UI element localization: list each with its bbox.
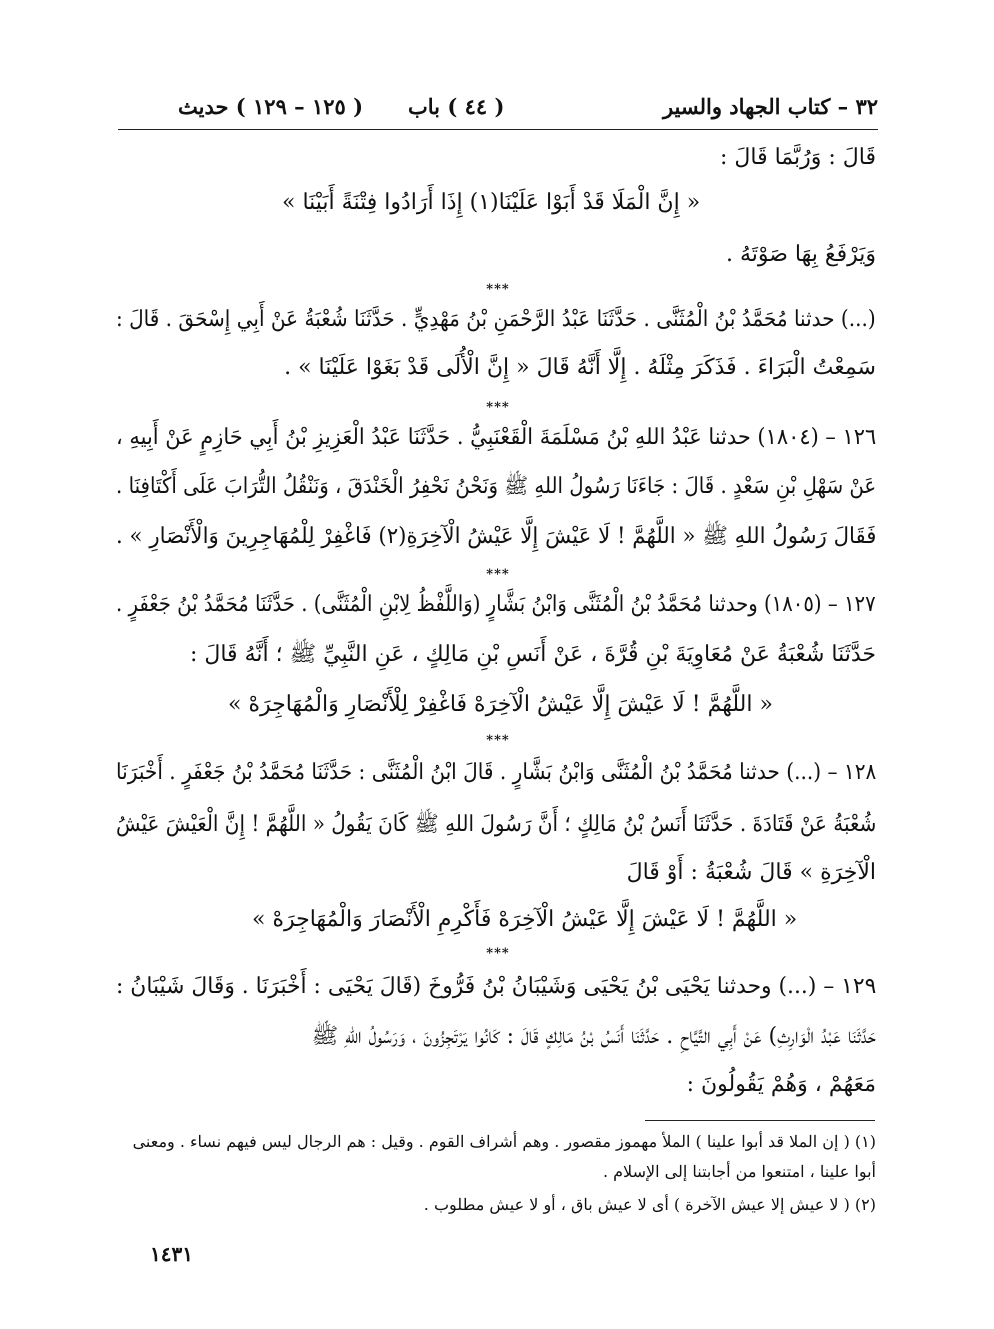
header-hadith-range: ( ١٢٥ – ١٢٩ ) حديث	[178, 94, 364, 119]
page-header	[118, 92, 878, 126]
text-line: عَنْ سَهْلِ بْنِ سَعْدٍ . قَالَ : جَاءَنَا رَسُولُ اللهِ ﷺ وَنَحْنُ نَحْفِرُ الْخَنْدَقَ ، وَنَنْقُلُ التُّرَابَ عَلَى أَكْتَافِنَا .	[115, 474, 876, 499]
text-line: فَقَالَ رَسُولُ اللهِ ﷺ « اللَّهُمَّ ! لَا عَيْشَ إِلَّا عَيْشُ الْآخِرَةِ(٢) فَاغْفِرْ لِلْمُهَاجِرِينَ وَالْأَنْصَارِ » .	[115, 524, 876, 549]
footnote-divider	[645, 1120, 875, 1121]
header-book-title: ٣٢ – كتاب الجهاد والسير	[662, 94, 878, 119]
verse-line: « اللَّهُمَّ ! لَا عَيْشَ إِلَّا عَيْشُ الْآخِرَهْ فَاغْفِرْ لِلْأَنْصَارِ وَالْمُهَاجِرَهْ »	[228, 692, 773, 717]
header-chapter: ( ٤٤ ) باب	[408, 94, 505, 119]
text-line: مَعَهُمْ ، وَهُمْ يَقُولُونَ :	[686, 1072, 876, 1097]
separator-stars: ***	[486, 567, 510, 582]
text-line: الْآخِرَةِ » قَالَ شُعْبَةُ : أَوْ قَالَ	[626, 860, 876, 885]
text-line: حَدَّثَنَا شُعْبَةُ عَنْ مُعَاوِيَةَ بْنِ قُرَّةَ ، عَنْ أَنَسِ بْنِ مَالِكٍ ، عَنِ النَّبِيِّ ﷺ ؛ أَنَّهُ قَالَ :	[189, 642, 876, 667]
verse-line: « اللَّهُمَّ ! لَا عَيْشَ إِلَّا عَيْشُ الْآخِرَهْ فَأَكْرِمِ الْأَنْصَارَ وَالْمُهَاجِرَهْ »	[252, 907, 798, 932]
header-divider	[118, 129, 878, 130]
text-line: ١٢٨ – (...) حدثنا مُحَمَّدُ بْنُ الْمُثَنَّى وَابْنُ بَشَّارٍ . قَالَ ابْنُ الْمُثَنَّى : حَدَّثَنَا مُحَمَّدُ بْنُ جَعْفَرٍ . أَخْبَرَنَا	[115, 760, 876, 785]
footnote-line: (١) ( إن الملا قد أبوا علينا ) الملأ مهموز مقصور . وهم أشراف القوم . وقيل : هم الرجال ليس فيهم نساء . ومعنى	[132, 1132, 876, 1151]
text-line: شُعْبَةُ عَنْ قَتَادَةَ . حَدَّثَنَا أَنَسُ بْنُ مَالِكٍ ؛ أَنَّ رَسُولَ اللهِ ﷺ كَانَ يَقُولُ « اللَّهُمَّ ! إِنَّ الْعَيْشَ عَيْشُ	[115, 812, 876, 837]
text-line: قَالَ : وَرُبَّمَا قَالَ :	[720, 145, 876, 170]
footnote-line: (٢) ( لا عيش إلا عيش الآخرة ) أى لا عيش باق ، أو لا عيش مطلوب .	[423, 1195, 876, 1214]
text-line: وَيَرْفَعُ بِهَا صَوْتَهُ .	[725, 242, 876, 267]
separator-stars: ***	[486, 733, 510, 748]
footnote-line: أبوا علينا ، امتنعوا من أجابتنا إلى الإسلام .	[602, 1162, 876, 1181]
verse-line: « إِنَّ الْمَلَا قَدْ أَبَوْا عَلَيْنَا(١) إِذَا أَرَادُوا فِتْنَةً أَبَيْنَا »	[282, 190, 701, 215]
text-line: سَمِعْتُ الْبَرَاءَ . فَذَكَرَ مِثْلَهُ . إِلَّا أَنَّهُ قَالَ « إِنَّ الْأُلَى قَدْ بَغَوْا عَلَيْنَا » .	[284, 355, 876, 380]
page-number: ١٤٣١	[150, 1242, 193, 1266]
separator-stars: ***	[486, 946, 510, 961]
separator-stars: ***	[486, 400, 510, 415]
text-line: (...) حدثنا مُحَمَّدُ بْنُ الْمُثَنَّى . حَدَّثَنَا عَبْدُ الرَّحْمَنِ بْنُ مَهْدِيٍّ . حَدَّثَنَا شُعْبَةُ عَنْ أَبِي إِسْحَقَ . قَالَ :	[116, 307, 876, 332]
text-line: ١٢٦ – (١٨٠٤) حدثنا عَبْدُ اللهِ بْنُ مَسْلَمَةَ الْقَعْنَبِيُّ . حَدَّثَنَا عَبْدُ الْعَزِيزِ بْنُ أَبِي حَازِمٍ عَنْ أَبِيهِ ،	[115, 425, 876, 450]
separator-stars: ***	[486, 282, 510, 297]
text-line: حَدَّثَنَا عَبْدُ الْوَارِثِ) عَنْ أَبِي التَّيَّاحِ . حَدَّثَنَا أَنَسُ بْنُ مَالِكٍ قَالَ : كَانُوا يَرْتَجِزُونَ ، وَرَسُولُ اللهِ ﷺ	[311, 1024, 876, 1049]
text-line: ١٢٧ – (١٨٠٥) وحدثنا مُحَمَّدُ بْنُ الْمُثَنَّى وَابْنُ بَشَّارٍ (وَاللَّفْظُ لِابْنِ الْمُثَنَّى) . حَدَّثَنَا مُحَمَّدُ بْنُ جَعْفَرٍ .	[116, 592, 876, 617]
text-line: ١٢٩ – (...) وحدثنا يَحْيَى بْنُ يَحْيَى وَشَيْبَانُ بْنُ فَرُّوخَ (قَالَ يَحْيَى : أَخْبَرَنَا . وَقَالَ شَيْبَانُ :	[115, 974, 876, 999]
